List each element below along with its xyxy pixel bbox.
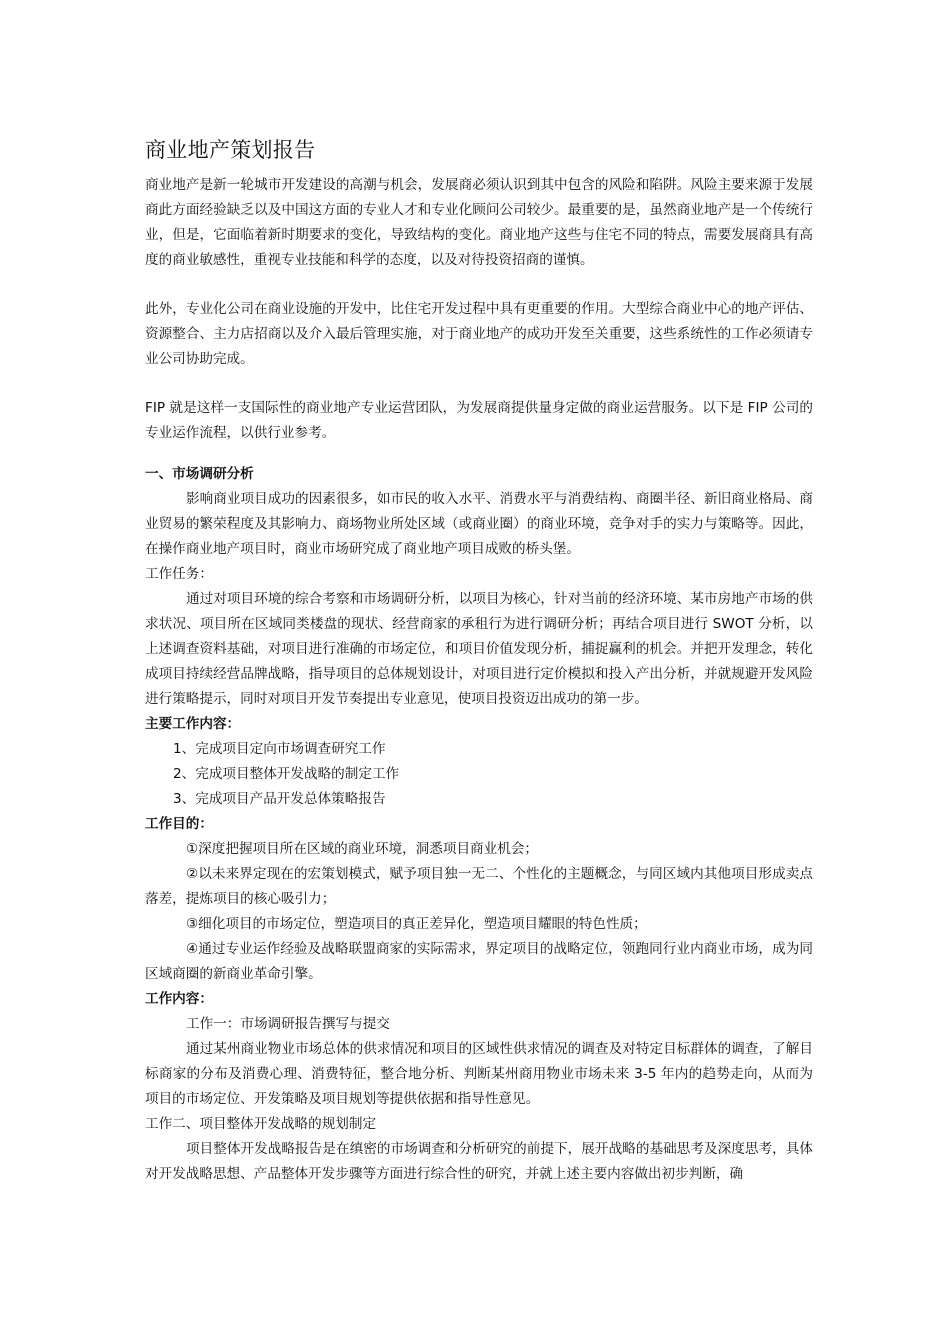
- work-two-paragraph: 项目整体开发战略报告是在缜密的市场调查和分析研究的前提下，展开战略的基础思考及深度思考，具体对开发战略思想、产品整体开发步骤等方面进行综合性的研究，并就上述主要内容做出初步判断，确: [145, 1141, 813, 1182]
- intro-paragraph-2: 此外，专业化公司在商业设施的开发中，比住宅开发过程中具有更重要的作用。大型综合商业中心的地产评估、资源整合、主力店招商以及介入最后管理实施，对于商业地产的成功开发至关重要，这些系统性的工作必须请专业公司协助完成。: [145, 301, 813, 367]
- section-heading: 一、市场调研分析: [145, 466, 254, 482]
- goal-item: ③细化项目的市场定位，塑造项目的真正差异化，塑造项目耀眼的特色性质；: [186, 916, 647, 932]
- goal-label: 工作目的：: [145, 816, 213, 832]
- work-one-title: 工作一：市场调研报告撰写与提交: [186, 1016, 390, 1032]
- task-label: 工作任务：: [145, 566, 213, 582]
- main-content-label: 主要工作内容：: [145, 716, 241, 732]
- intro-paragraph-3: FIP 就是这样一支国际性的商业地产专业运营团队，为发展商提供量身定做的商业运营服务。以下是 FIP 公司的专业运作流程，以供行业参考。: [145, 400, 813, 441]
- section-paragraph: 影响商业项目成功的因素很多，如市民的收入水平、消费水平与消费结构、商圈半径、新旧商业格局、商业贸易的繁荣程度及其影响力、商场物业所处区域（或商业圈）的商业环境，竞争对手的实力与策略等。因此，在操作商业地产项目时，商业市场研究成了商业地产项目成败的桥头堡。: [145, 491, 813, 557]
- main-content-item: 1、完成项目定向市场调查研究工作: [173, 741, 386, 757]
- goal-item: ①深度把握项目所在区域的商业环境，洞悉项目商业机会；: [186, 841, 539, 857]
- main-content-item: 2、完成项目整体开发战略的制定工作: [173, 766, 400, 782]
- document-title: 商业地产策划报告: [145, 138, 316, 162]
- work-content-label: 工作内容：: [145, 991, 213, 1007]
- goal-item: ④通过专业运作经验及战略联盟商家的实际需求，界定项目的战略定位，领跑同行业内商业市场，成为同区域商圈的新商业革命引擎。: [145, 941, 813, 982]
- intro-paragraph-1: 商业地产是新一轮城市开发建设的高潮与机会，发展商必须认识到其中包含的风险和陷阱。风险主要来源于发展商此方面经验缺乏以及中国这方面的专业人才和专业化顾问公司较少。最重要的是，虽然商业地产是一个传统行业，但是，它面临着新时期要求的变化，导致结构的变化。商业地产这些与住宅不同的特点，需要发展商具有高度的商业敏感性，重视专业技能和科学的态度，以及对待投资招商的谨慎。: [145, 177, 813, 268]
- task-paragraph: 通过对项目环境的综合考察和市场调研分析，以项目为核心，针对当前的经济环境、某市房地产市场的供求状况、项目所在区域同类楼盘的现状、经营商家的承租行为进行调研分析；再结合项目进行 SWOT 分析，以上述调查资料基础，对项目进行准确的市场定位，和项目价值发现分析，捕捉赢利的机会。并把开发理念，转化成项目持续经营品牌战略，指导项目的总体规划设计，对项目进行定价模拟和投入产出分析，并就规避开发风险进行策略提示，同时对项目开发节奏提出专业意见，使项目投资迈出成功的第一步。: [145, 591, 813, 707]
- document-body: [145, 133, 813, 1187]
- goal-item: ②以未来界定现在的宏策划模式，赋予项目独一无二、个性化的主题概念，与同区域内其他项目形成卖点落差，提炼项目的核心吸引力；: [145, 866, 813, 907]
- main-content-item: 3、完成项目产品开发总体策略报告: [173, 791, 386, 807]
- work-one-paragraph: 通过某州商业物业市场总体的供求情况和项目的区域性供求情况的调查及对特定目标群体的调查，了解目标商家的分布及消费心理、消费特征，整合地分析、判断某州商用物业市场未来 3-5 年内的趋势走向，从而为项目的市场定位、开发策略及项目规划等提供依据和指导性意见。: [145, 1041, 813, 1107]
- work-two-title: 工作二、项目整体开发战略的规划制定: [145, 1116, 377, 1132]
